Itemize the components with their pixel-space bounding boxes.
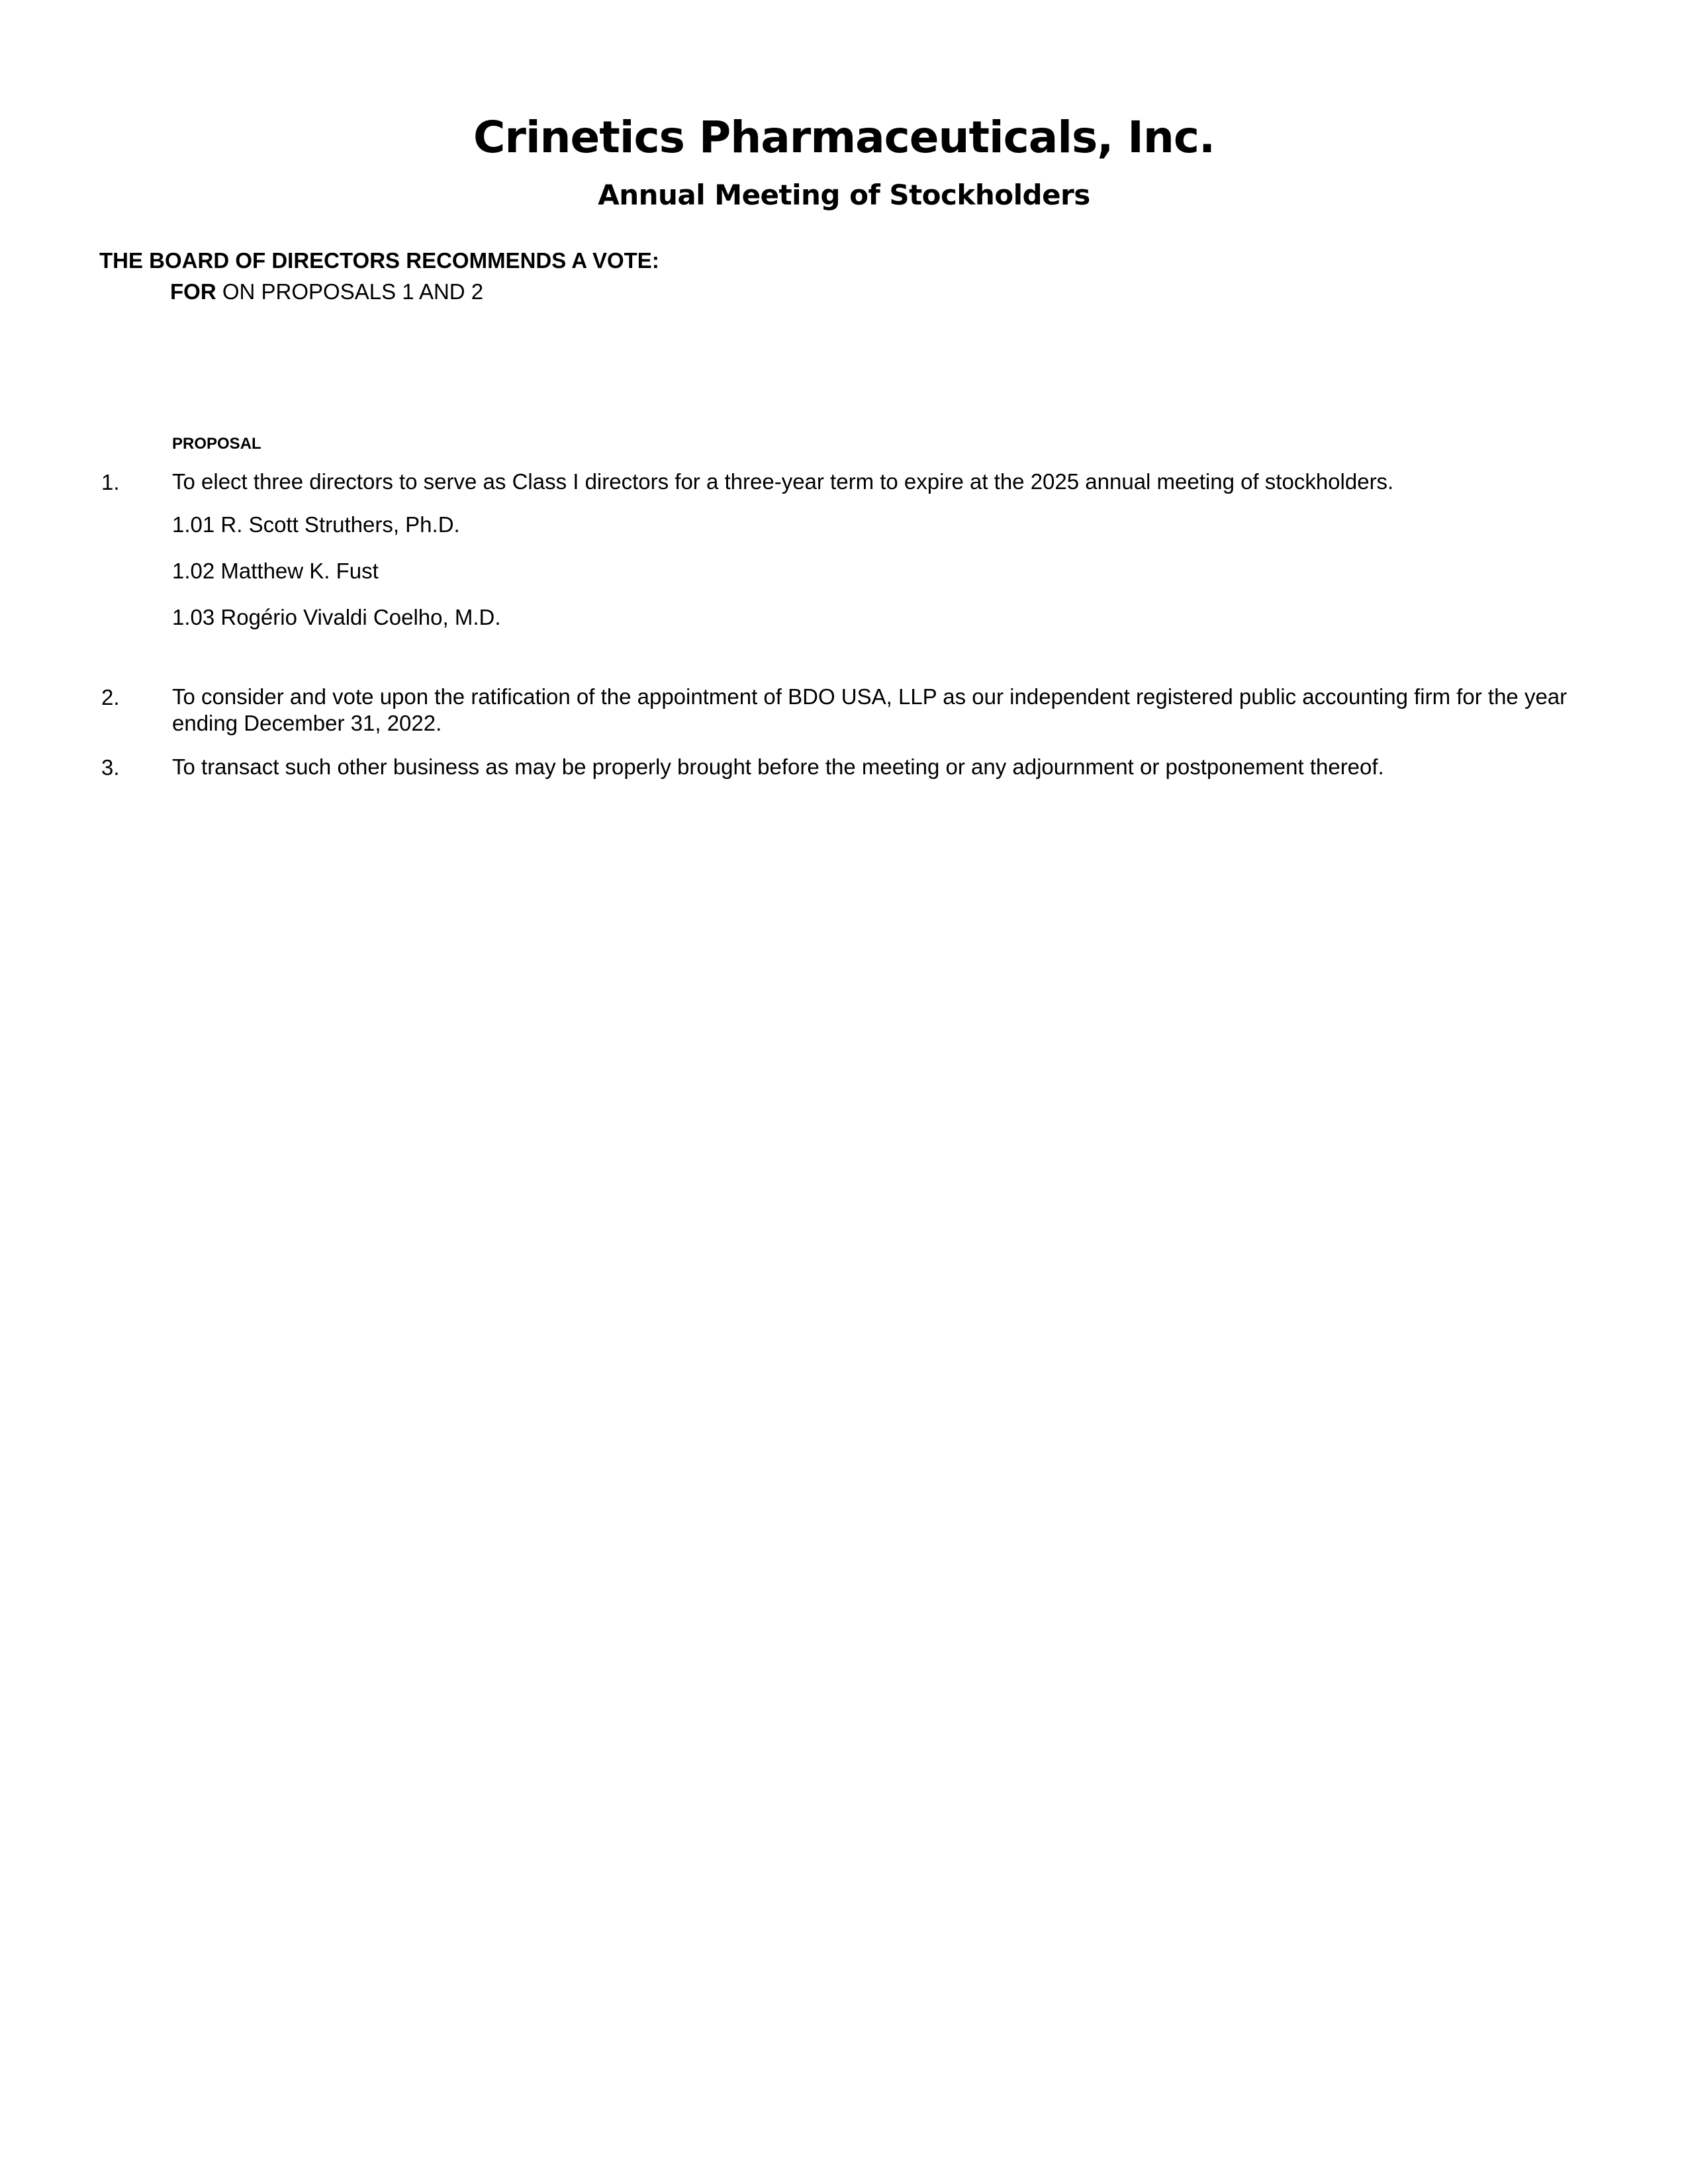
nominee-1: 1.01 R. Scott Struthers, Ph.D. [172,512,460,537]
proposal-3-text: To transact such other business as may be properly brought before the meeting or any adjournment or postponement thereof. [172,754,1384,779]
recommendation-scope: ON PROPOSALS 1 AND 2 [216,279,484,304]
proposal-2-text: To consider and vote upon the ratification of the appointment of BDO USA, LLP as our independent registered public accounting firm for the year ending December 31, 2022. [172,684,1568,735]
company-title: Crinetics Pharmaceuticals, Inc. [473,112,1215,163]
proposal-1-number: 1. [101,470,120,494]
nominee-3: 1.03 Rogério Vivaldi Coelho, M.D. [172,605,501,629]
recommendation-heading: THE BOARD OF DIRECTORS RECOMMENDS A VOTE: [99,248,659,273]
proposal-column-label: PROPOSAL [172,435,261,453]
recommendation-line [170,279,483,305]
proposal-3-number: 3. [101,755,120,780]
recommendation-vote: FOR [170,279,216,304]
nominee-2: 1.02 Matthew K. Fust [172,559,379,583]
proposal-1-text: To elect three directors to serve as Class I directors for a three-year term to expire at the 2025 annual meeting of stockholders. [172,469,1394,494]
proposal-2-number: 2. [101,685,120,709]
meeting-subtitle: Annual Meeting of Stockholders [598,179,1090,211]
